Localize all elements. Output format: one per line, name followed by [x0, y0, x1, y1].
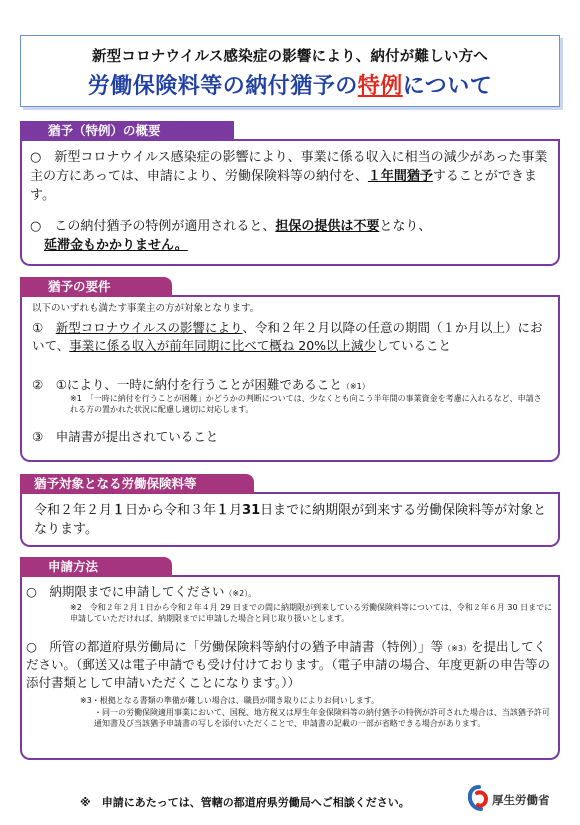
requirement-item-1: ① 新型コロナウイルスの影響により、令和２年２月以降の任意の期間（１か月以上）において、事業に係る収入が前年同期に比べて概ね 20%以上減少していること — [32, 320, 543, 353]
requirement-item-3: ③ 申請書が提出されていること — [32, 429, 219, 444]
overview-paragraph-1: ○ 新型コロナウイルス感染症の影響により、事業に係る収入に相当の減少があった事業主の方にあっては、申請により、労働保険料等の納付を、１年間猶予することができます。 — [30, 150, 548, 203]
overview-box — [20, 141, 560, 266]
requirement-note-1: ※1 「一時に納付を行うことが困難」かどうかの判断については、少なくとも向こう半年間の事業資金を考慮に入れるなど、申請される方の置かれた状況に配慮し適切に対応します。 — [70, 394, 542, 414]
overview-heading: 猶予（特例）の概要 — [20, 121, 234, 141]
requirements-intro: 以下のいずれも満たす事業主の方が対象となります。 — [32, 303, 260, 314]
apply-heading: 申請方法 — [20, 557, 172, 577]
title-main-b: について — [402, 74, 493, 99]
logo-text: 厚生労働省 — [492, 793, 550, 807]
no-late-fee: 延滞金もかかりません。 — [44, 238, 188, 253]
title-subtitle: 新型コロナウイルス感染症の影響により、納付が難しい方へ — [91, 49, 489, 65]
mhlw-logo — [468, 783, 560, 813]
title-highlight: 特例 — [357, 74, 403, 99]
no-collateral: 担保の提供は不要 — [275, 219, 380, 234]
requirements-heading: 猶予の要件 — [20, 277, 172, 297]
requirement-item-2: ② ①により、一時に納付を行うことが困難であること（※1） — [32, 377, 370, 392]
one-year-deferral: １年間猶予 — [367, 169, 433, 184]
footer-note: ※ 申請にあたっては、管轄の都道府県労働局へご相談ください。 — [80, 796, 410, 809]
title-main — [21, 69, 559, 100]
title-main-a: 労働保険料等の納付猶予の — [87, 74, 358, 99]
target-text: 令和２年２月１日から令和３年１月31日までに納期限が到来する労働保険料等が対象となります。 — [34, 503, 547, 537]
overview-paragraph-2: ○ この納付猶予の特例が適用されると、担保の提供は不要となり、 延滞金もかかりません。 — [30, 219, 432, 253]
apply-paragraph-1: ○ 納期限までに申請してください（※2）。 — [26, 584, 257, 599]
target-heading: 猶予対象となる労働保険料等 — [20, 474, 254, 494]
apply-note-2: ※2 令和２年２月１日から令和２年４月 29 日までの間に納期限が到来している労働保険料等については、令和２年６月 30 日までに申請していただければ、納期限までに申請した場合と同じ取り扱いとします。 — [70, 603, 553, 623]
apply-note-3a: ※3・根拠となる書類の準備が難しい場合は、職員が聞き取りによりお伺いします。 — [80, 696, 380, 705]
requirements-box — [20, 297, 560, 462]
apply-note-3b: ・同一の労働保険適用事業において、国税、地方税又は厚生年金保険料等の納付猶予の特例が許可された場合は、当該猶予許可通知書及び当該猶予申請書の写しを添付いただくことで、申請書の記載の一部が省略できる場合があります。 — [94, 708, 550, 728]
target-box — [20, 494, 560, 547]
apply-box — [20, 577, 560, 760]
title-box — [20, 35, 560, 107]
mhlw-logo-icon — [468, 784, 490, 812]
apply-paragraph-2: ○ 所管の都道府県労働局に「労働保険料等納付の猶予申請書（特例）」等（※3）を提出してください。（郵送又は電子申請でも受け付けております。（電子申請の場合、年度更新の申告等の添付書類として申請いただくことになります。）） — [26, 639, 551, 690]
